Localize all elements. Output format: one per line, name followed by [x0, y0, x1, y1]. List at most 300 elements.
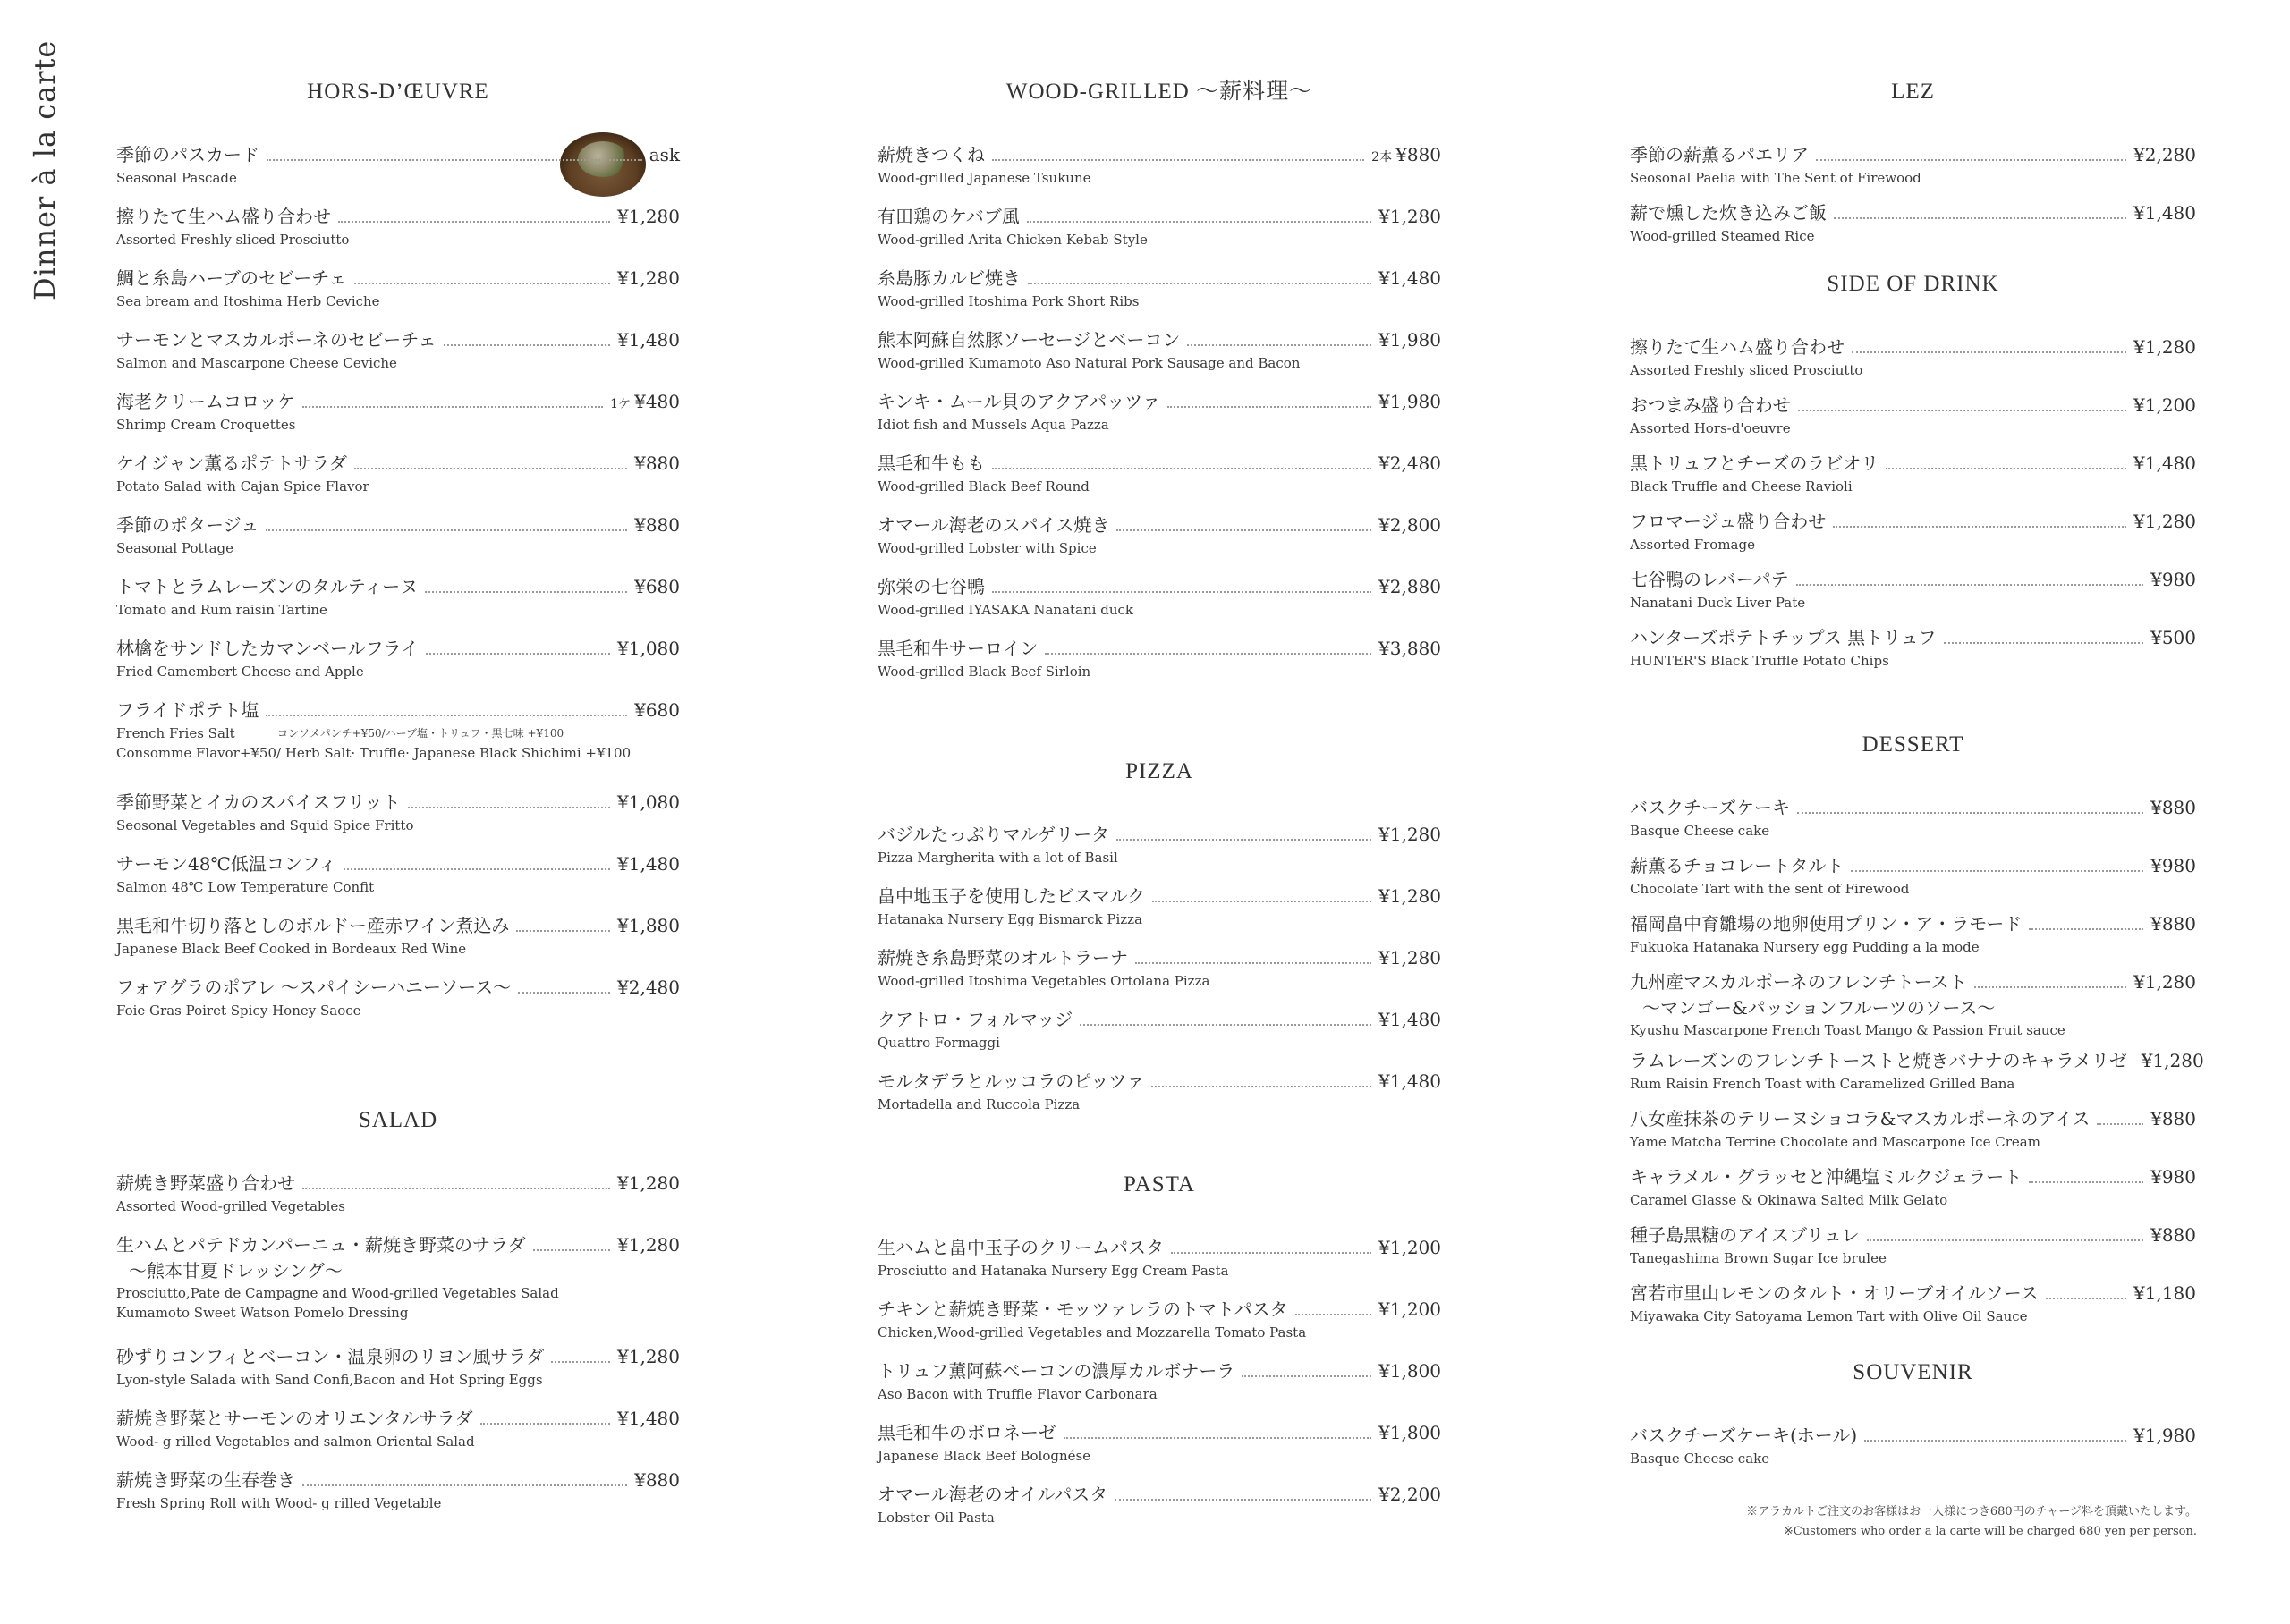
menu-item-line — [878, 821, 1441, 848]
item-price: ¥980 — [2150, 855, 2196, 876]
item-name-en: Wood-grilled Black Beef Sirloin — [878, 664, 1091, 680]
item-price: ¥680 — [634, 576, 680, 597]
menu-item — [116, 912, 680, 974]
leader-dots — [1187, 343, 1371, 346]
menu-item — [878, 1006, 1441, 1068]
item-name-en: Assorted Wood-grilled Vegetables — [116, 1198, 346, 1214]
leader-dots — [2029, 1180, 2143, 1183]
menu-item — [878, 635, 1441, 697]
leader-dots — [2029, 927, 2143, 930]
menu-item — [116, 203, 680, 265]
menu-list — [878, 141, 1441, 697]
item-name-jp: モルタデラとルッコラのピッツァ — [878, 1070, 1145, 1092]
item-price: ¥1,280 — [1378, 206, 1441, 227]
menu-item — [878, 326, 1441, 388]
menu-list — [1630, 794, 2204, 1338]
item-price: ¥1,480 — [617, 853, 680, 875]
section-lez — [1630, 79, 2196, 258]
dish-photo — [560, 132, 646, 197]
section-title: HORS-D’ŒUVRE — [307, 80, 489, 104]
item-price: ¥880 — [2150, 797, 2196, 818]
menu-item-line — [878, 1358, 1441, 1384]
menu-item-line — [116, 573, 680, 600]
item-name-en-extra: Consomme Flavor+¥50/ Herb Salt· Truffle· Japanese Black Shichimi +¥100 — [116, 745, 632, 761]
item-price: ¥1,280 — [1378, 947, 1441, 968]
menu-item-line — [116, 1405, 680, 1432]
item-name-en: Wood-grilled Black Beef Round — [878, 478, 1090, 495]
item-name-jp: サーモン48℃低温コンフィ — [116, 853, 337, 875]
leader-dots — [1116, 529, 1371, 531]
menu-item — [116, 265, 680, 326]
item-name-en: Wood-grilled Itoshima Pork Short Ribs — [878, 293, 1140, 309]
menu-item-line — [116, 326, 680, 353]
section-salad — [116, 1107, 680, 1528]
item-name-en: Assorted Freshly sliced Prosciutto — [116, 232, 350, 248]
item-name-jp: 季節のポタージュ — [116, 514, 259, 536]
item-price: ¥1,280 — [2133, 971, 2196, 993]
item-name-jp: 糸島豚カルビ焼き — [878, 267, 1021, 289]
item-name-en-extra: Kumamoto Sweet Watson Pomelo Dressing — [116, 1305, 409, 1321]
item-name-en: French Fries Salt — [116, 725, 235, 741]
item-name-en: Lobster Oil Pasta — [878, 1510, 995, 1526]
section-title: PIZZA — [1125, 759, 1193, 783]
item-price: ¥1,480 — [1378, 1070, 1441, 1092]
menu-item-line — [878, 1481, 1441, 1508]
section-title: SOUVENIR — [1853, 1360, 1973, 1384]
item-name-en: Prosciutto and Hatanaka Nursery Egg Cream Pasta — [878, 1263, 1229, 1279]
menu-item-line — [116, 1170, 680, 1197]
item-price: ¥500 — [2150, 627, 2196, 648]
item-name-en: Salmon 48℃ Low Temperature Confit — [116, 879, 375, 895]
menu-item-line — [1630, 450, 2196, 477]
menu-item — [116, 1170, 680, 1231]
menu-item — [878, 883, 1441, 944]
item-name-en: Basque Cheese cake — [1630, 823, 1770, 839]
menu-item — [878, 265, 1441, 326]
menu-item-line — [1630, 566, 2196, 593]
item-name-en: Wood-grilled Lobster with Spice — [878, 540, 1097, 556]
section-title: DESSERT — [1862, 732, 1964, 757]
menu-item-line — [1630, 1422, 2196, 1449]
item-name-en: Wood- g rilled Vegetables and salmon Oriental Salad — [116, 1434, 475, 1450]
item-price: ¥1,480 — [617, 329, 680, 351]
leader-dots — [1796, 583, 2143, 586]
menu-item-line — [116, 912, 680, 939]
item-name-en: Japanese Black Beef Cooked in Bordeaux Red Wine — [116, 941, 467, 957]
item-name-jp: トリュフ薫阿蘇ベーコンの濃厚カルボナーラ — [878, 1360, 1235, 1382]
menu-item — [878, 141, 1441, 203]
menu-item — [116, 1467, 680, 1528]
menu-list — [116, 1170, 680, 1528]
item-price: ¥2,800 — [1378, 514, 1441, 536]
item-name-en: Caramel Glasse & Okinawa Salted Milk Gelato — [1630, 1192, 1948, 1208]
item-name-jp: 林檎をサンドしたカマンベールフライ — [116, 638, 419, 659]
item-price: ¥880 — [634, 453, 680, 474]
menu-item-line — [878, 141, 1441, 168]
leader-dots — [426, 652, 610, 655]
section-title: PASTA — [1124, 1172, 1195, 1197]
menu-item — [878, 388, 1441, 450]
item-name-jp: 薪薫るチョコレートタルト — [1630, 855, 1845, 876]
leader-dots — [1167, 405, 1371, 408]
item-name-jp: 砂ずりコンフィとベーコン・温泉卵のリヨン風サラダ — [116, 1346, 545, 1367]
item-name-jp: ケイジャン薫るポテトサラダ — [116, 453, 347, 474]
item-name-en: Seasonal Pascade — [116, 170, 237, 186]
item-name-jp: 薪で燻した炊き込みご飯 — [1630, 202, 1827, 224]
menu-list — [878, 1234, 1441, 1543]
item-name-en: Assorted Fromage — [1630, 537, 1755, 553]
item-name-jp: チキンと薪焼き野菜・モッツァレラのトマトパスタ — [878, 1298, 1288, 1320]
menu-item-line — [878, 1068, 1441, 1095]
item-name-en: Prosciutto,Pate de Campagne and Wood-grilled Vegetables Salad — [116, 1285, 559, 1301]
menu-item — [1630, 1163, 2196, 1222]
item-price: ¥1,080 — [617, 638, 680, 659]
menu-item — [878, 1419, 1441, 1481]
leader-dots — [302, 1187, 610, 1189]
menu-item — [878, 450, 1441, 512]
menu-item — [1630, 1422, 2196, 1480]
item-name-jp: フォアグラのポアレ ～スパイシーハニーソース～ — [116, 977, 512, 998]
item-name-jp: 薪焼き野菜の生春巻き — [116, 1469, 295, 1491]
item-name-en: Pizza Margherita with a lot of Basil — [878, 850, 1118, 866]
menu-item — [116, 512, 680, 573]
item-name-jp: 黒毛和牛サーロイン — [878, 638, 1039, 659]
menu-item-line — [1630, 1163, 2196, 1190]
item-name-en: Sea bream and Itoshima Herb Ceviche — [116, 293, 380, 309]
item-price: ¥1,180 — [2133, 1282, 2196, 1304]
menu-item — [1630, 968, 2196, 1047]
menu-item — [878, 1234, 1441, 1296]
item-name-en: Hatanaka Nursery Egg Bismarck Pizza — [878, 911, 1143, 927]
leader-dots — [302, 405, 604, 408]
item-name-jp: 福岡畠中育雛場の地卵使用プリン・ア・ラモード — [1630, 913, 2023, 935]
item-price: ¥880 — [2150, 1224, 2196, 1246]
item-name-jp: ラムレーズンのフレンチトーストと焼きバナナのキャラメリゼ — [1630, 1050, 2127, 1071]
menu-item-line — [116, 512, 680, 538]
leader-dots — [1064, 1436, 1371, 1439]
item-price: ¥1,480 — [2133, 453, 2196, 474]
item-price: ¥1,280 — [1378, 824, 1441, 845]
section-hors — [116, 79, 680, 1036]
item-name-jp: オマール海老のオイルパスタ — [878, 1484, 1108, 1505]
item-name-jp: キャラメル・グラッセと沖縄塩ミルクジェラート — [1630, 1166, 2023, 1188]
item-price: ask — [649, 144, 680, 165]
menu-item — [1630, 1222, 2196, 1280]
item-name-en: Basque Cheese cake — [1630, 1451, 1770, 1467]
note-jp: ※アラカルトご注文のお客様はお一人様につき680円のチャージ料を頂戴いたします。 — [1746, 1505, 2197, 1518]
menu-item-line — [116, 1467, 680, 1493]
item-name-jp: ハンターズポテトチップス 黒トリュフ — [1630, 627, 1937, 648]
item-price: ¥1,200 — [2133, 394, 2196, 416]
leader-dots — [1242, 1374, 1371, 1377]
item-price: ¥980 — [2150, 1166, 2196, 1188]
leader-dots — [480, 1422, 610, 1425]
menu-item-line — [878, 326, 1441, 353]
item-name-jp: キンキ・ムール貝のアクアパッツァ — [878, 391, 1160, 412]
item-name-jp: 畠中地玉子を使用したビスマルク — [878, 885, 1146, 907]
menu-item — [1630, 199, 2196, 258]
menu-item — [116, 1231, 680, 1343]
leader-dots — [1864, 1439, 2126, 1442]
item-price: ¥2,200 — [1378, 1484, 1441, 1505]
menu-item — [116, 1343, 680, 1405]
item-name-en: Foie Gras Poiret Spicy Honey Saoce — [116, 1002, 361, 1019]
item-name-en: Seosonal Paelia with The Sent of Firewood — [1630, 170, 1921, 186]
menu-item — [878, 821, 1441, 883]
item-name-en: Wood-grilled Steamed Rice — [1630, 228, 1815, 244]
item-name-en: Yame Matcha Terrine Chocolate and Mascarpone Ice Cream — [1630, 1134, 2040, 1150]
leader-dots — [2097, 1122, 2143, 1125]
item-name-en: Chocolate Tart with the sent of Firewood — [1630, 881, 1910, 897]
menu-item-line — [1630, 508, 2196, 535]
menu-list — [116, 141, 680, 1036]
menu-item — [116, 697, 680, 789]
menu-item-line — [1630, 852, 2196, 879]
item-name-en: Fried Camembert Cheese and Apple — [116, 664, 364, 680]
item-name-jp: 季節の薪薫るパエリア — [1630, 144, 1809, 165]
menu-item-line — [1630, 1047, 2204, 1074]
menu-item-line — [878, 1006, 1441, 1033]
item-name-jp: バスクチーズケーキ(ホール) — [1630, 1425, 1858, 1446]
menu-item-line — [116, 450, 680, 477]
item-name-en: Miyawaka City Satoyama Lemon Tart with Olive Oil Sauce — [1630, 1308, 2028, 1324]
item-name-en: Fukuoka Hatanaka Nursery egg Pudding a la mode — [1630, 939, 1980, 955]
section-souvenir — [1630, 1359, 2196, 1480]
item-price: ¥1,980 — [1378, 391, 1441, 412]
item-name-en: Idiot fish and Mussels Aqua Pazza — [878, 417, 1109, 433]
leader-dots — [425, 590, 627, 593]
item-name-en: Potato Salad with Cajan Spice Flavor — [116, 478, 369, 495]
item-price: ¥1,200 — [1378, 1298, 1441, 1320]
menu-item-line — [116, 974, 680, 1001]
leader-dots — [1152, 900, 1371, 902]
menu-item — [1630, 392, 2196, 450]
section-side — [1630, 271, 2196, 682]
leader-dots — [1115, 1498, 1371, 1501]
item-price: ¥1,280 — [617, 206, 680, 227]
note-en: ※Customers who order a la carte will be charged 680 yen per person. — [1783, 1525, 2197, 1538]
menu-item — [1630, 1280, 2196, 1338]
item-subtitle-jp: ～熊本甘夏ドレッシング～ — [129, 1260, 343, 1281]
menu-item — [878, 1481, 1441, 1543]
item-price: ¥3,880 — [1378, 638, 1441, 659]
menu-item — [116, 388, 680, 450]
section-dessert — [1630, 732, 2204, 1338]
item-price: ¥880 — [634, 1469, 680, 1491]
menu-item-line — [1630, 141, 2196, 168]
item-name-jp: 生ハムとパテドカンパーニュ・薪焼き野菜のサラダ — [116, 1234, 526, 1256]
item-name-en: Chicken,Wood-grilled Vegetables and Mozzarella Tomato Pasta — [878, 1324, 1307, 1341]
menu-item — [1630, 624, 2196, 682]
menu-item-line — [1630, 334, 2196, 360]
item-price: ¥480 — [634, 391, 680, 412]
item-name-jp: 種子島黒糖のアイスブリュレ — [1630, 1224, 1860, 1246]
leader-dots — [1852, 351, 2126, 353]
menu-item — [116, 1405, 680, 1467]
menu-item-line — [878, 883, 1441, 909]
menu-item — [116, 789, 680, 850]
item-price: ¥1,280 — [1378, 885, 1441, 907]
item-name-en: Tanegashima Brown Sugar Ice brulee — [1630, 1250, 1887, 1266]
item-name-jp: 季節のパスカード — [116, 144, 259, 165]
menu-item-line — [1630, 624, 2196, 651]
menu-item-line — [116, 850, 680, 877]
menu-item — [1630, 794, 2196, 852]
item-price: ¥2,480 — [617, 977, 680, 998]
item-name-jp: 有田鶏のケバブ風 — [878, 206, 1020, 227]
menu-item — [116, 573, 680, 635]
item-name-jp: 九州産マスカルポーネのフレンチトースト — [1630, 971, 1967, 993]
item-price: ¥1,280 — [617, 1172, 680, 1194]
item-price: ¥980 — [2150, 569, 2196, 590]
item-name-en: Seosonal Vegetables and Squid Spice Fritto — [116, 817, 414, 833]
item-name-en: Rum Raisin French Toast with Caramelized Grilled Bana — [1630, 1076, 2015, 1092]
leader-dots — [354, 467, 627, 469]
item-name-jp: 八女産抹茶のテリーヌショコラ&マスカルポーネのアイス — [1630, 1108, 2091, 1129]
menu-item-line — [878, 944, 1441, 971]
item-name-en: Japanese Black Beef Bolognése — [878, 1448, 1091, 1464]
item-name-jp: 黒毛和牛のボロネーゼ — [878, 1422, 1056, 1443]
menu-item — [116, 141, 680, 203]
section-title: LEZ — [1891, 80, 1935, 104]
leader-dots — [992, 158, 1364, 161]
menu-item — [1630, 852, 2196, 910]
item-name-jp: トマトとラムレーズンのタルティーヌ — [116, 576, 419, 597]
leader-dots — [516, 929, 610, 932]
leader-dots — [1867, 1239, 2143, 1241]
item-name-en: Black Truffle and Cheese Ravioli — [1630, 478, 1853, 495]
item-price: ¥1,280 — [2141, 1050, 2204, 1071]
item-subtitle-jp: ～マンゴー&パッションフルーツのソース～ — [1642, 997, 1996, 1019]
item-name-jp: 薪焼きつくね — [878, 144, 985, 165]
menu-item-line — [878, 1234, 1441, 1261]
item-name-jp: オマール海老のスパイス焼き — [878, 514, 1110, 536]
leader-dots — [551, 1360, 610, 1363]
item-price: ¥1,980 — [1378, 329, 1441, 351]
item-name-jp: 擦りたて生ハム盛り合わせ — [116, 206, 331, 227]
item-price: ¥1,080 — [617, 791, 680, 813]
leader-dots — [1028, 282, 1371, 284]
leader-dots — [444, 343, 610, 346]
leader-dots — [267, 158, 642, 161]
item-name-en: Wood-grilled Itoshima Vegetables Ortolana Pizza — [878, 973, 1210, 989]
footnotes — [1746, 1502, 2197, 1542]
leader-dots — [344, 867, 610, 870]
leader-dots — [1295, 1313, 1371, 1315]
menu-item-line — [116, 635, 680, 662]
item-price: ¥1,480 — [2133, 202, 2196, 224]
menu-item-line — [878, 450, 1441, 477]
menu-item — [1630, 334, 2196, 392]
item-price: ¥1,800 — [1378, 1422, 1441, 1443]
item-name-en: Wood-grilled Japanese Tsukune — [878, 170, 1091, 186]
menu-item-line — [878, 1296, 1441, 1323]
item-price: ¥1,280 — [2133, 511, 2196, 532]
menu-item — [116, 974, 680, 1036]
item-name-en: Tomato and Rum raisin Tartine — [116, 602, 327, 618]
item-name-jp: 宮若市里山レモンのタルト・オリーブオイルソース — [1630, 1282, 2039, 1304]
item-name-jp: 薪焼き野菜盛り合わせ — [116, 1172, 295, 1194]
leader-dots — [338, 220, 610, 223]
item-name-en: Mortadella and Ruccola Pizza — [878, 1096, 1081, 1112]
menu-item-line — [878, 265, 1441, 292]
menu-item-line — [878, 1419, 1441, 1446]
menu-item-line — [116, 697, 680, 723]
menu-item — [878, 1296, 1441, 1358]
menu-item-line — [116, 1231, 680, 1258]
item-name-jp: おつまみ盛り合わせ — [1630, 394, 1791, 416]
item-name-jp: 擦りたて生ハム盛り合わせ — [1630, 336, 1845, 358]
item-price: ¥2,280 — [2133, 144, 2196, 165]
menu-item-line — [878, 512, 1441, 538]
item-name-en: Wood-grilled Kumamoto Aso Natural Pork Sausage and Bacon — [878, 355, 1301, 371]
leader-dots — [1816, 158, 2126, 161]
item-name-jp: クアトロ・フォルマッジ — [878, 1009, 1073, 1030]
menu-item-line — [878, 388, 1441, 415]
leader-dots — [992, 590, 1371, 593]
item-name-jp: サーモンとマスカルポーネのセビーチェ — [116, 329, 437, 351]
leader-dots — [1045, 652, 1371, 655]
menu-item — [116, 450, 680, 512]
item-name-jp: 弥栄の七谷鴨 — [878, 576, 985, 597]
menu-item-line — [878, 635, 1441, 662]
item-price: ¥1,280 — [617, 1346, 680, 1367]
item-name-en: Quattro Formaggi — [878, 1035, 1000, 1051]
item-name-jp: フライドポテト塩 — [116, 699, 259, 721]
item-price: ¥1,980 — [2133, 1425, 2196, 1446]
section-pasta — [878, 1171, 1441, 1543]
leader-dots — [518, 991, 610, 994]
menu-item — [878, 573, 1441, 635]
leader-dots — [1116, 838, 1371, 841]
item-name-en: HUNTER'S Black Truffle Potato Chips — [1630, 653, 1889, 669]
item-price: ¥1,800 — [1378, 1360, 1441, 1382]
item-name-en: Fresh Spring Roll with Wood- g rilled Vegetable — [116, 1495, 442, 1511]
item-quantity: 2本 — [1371, 150, 1393, 165]
leader-dots — [266, 529, 627, 531]
section-pizza — [878, 758, 1441, 1129]
menu-item-line — [1630, 968, 2196, 995]
leader-dots — [354, 282, 610, 284]
item-name-en: Kyushu Mascarpone French Toast Mango & Passion Fruit sauce — [1630, 1022, 2065, 1038]
item-price: ¥1,480 — [617, 1408, 680, 1429]
item-price: ¥880 — [1395, 144, 1441, 165]
item-name-jp: 薪焼き野菜とサーモンのオリエンタルサラダ — [116, 1408, 473, 1429]
menu-item-line — [878, 573, 1441, 600]
item-price: ¥680 — [634, 699, 680, 721]
menu-item — [1630, 141, 2196, 199]
menu-list — [1630, 334, 2196, 682]
item-name-jp: バジルたっぷりマルゲリータ — [878, 824, 1110, 845]
item-price: ¥1,280 — [617, 267, 680, 289]
leader-dots — [1974, 985, 2126, 988]
menu-item-line — [116, 388, 680, 415]
menu-item-line — [1630, 1280, 2196, 1307]
leader-dots — [302, 1484, 627, 1486]
leader-dots — [1886, 467, 2126, 469]
item-name-en: Assorted Hors-d'oeuvre — [1630, 420, 1791, 436]
menu-item-line — [116, 203, 680, 230]
menu-item-line — [1630, 794, 2196, 821]
menu-item — [1630, 450, 2196, 508]
item-price: ¥1,880 — [617, 915, 680, 936]
menu-item — [1630, 910, 2196, 968]
item-name-jp: 薪焼き糸島野菜のオルトラーナ — [878, 947, 1128, 968]
menu-item — [878, 512, 1441, 573]
leader-dots — [1944, 641, 2144, 644]
menu-list — [1630, 1422, 2196, 1480]
item-name-jp: 熊本阿蘇自然豚ソーセージとベーコン — [878, 329, 1181, 351]
